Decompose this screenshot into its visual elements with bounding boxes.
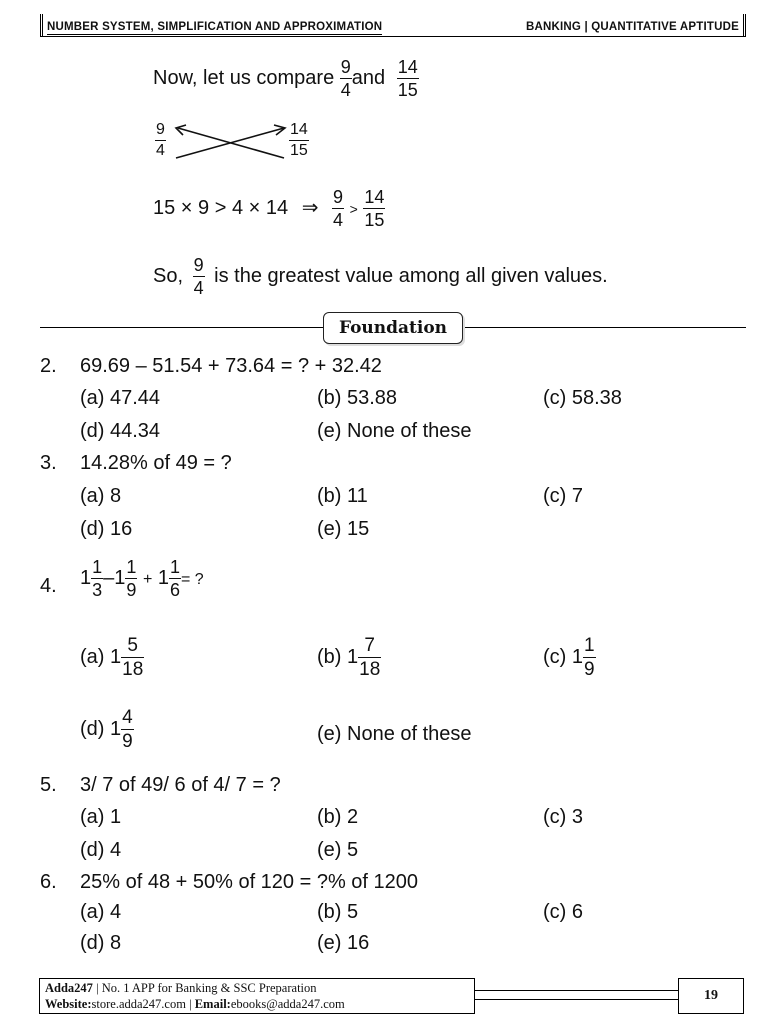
option-c: (c) 3 <box>543 806 583 828</box>
question-expression: 1 $\frac{1}{3}$ –1 $\frac{1}{9}$ + 1 $\frac{1}{6}$ = ? <box>80 557 204 600</box>
option-a: (a) 8 <box>80 485 122 507</box>
option-b: (b) 5 <box>317 901 359 923</box>
cross-frac-left: $\frac{9}{4}$ <box>156 121 165 159</box>
cross-product-line: 15 × 9 > 4 × 14 ⇒ $\frac{9}{4}$ > $\frac{14}{15}$ <box>153 187 385 230</box>
question-text: 69.69 – 51.54 + 73.64 = ? + 32.42 <box>80 355 382 377</box>
question-text: 14.28% of 49 = ? <box>80 452 232 474</box>
option-e: (e) 15 <box>317 518 370 540</box>
option-c: (c) 7 <box>543 485 583 507</box>
question-text: 3/ 7 of 49/ 6 of 4/ 7 = ? <box>80 774 281 796</box>
footer-connector <box>475 999 678 1000</box>
option-b: (b) 53.88 <box>317 387 398 409</box>
option-a: (a) 4 <box>80 901 122 923</box>
option-b: (b) 1 $\frac{7}{18}$ <box>317 635 381 680</box>
option-e: (e) None of these <box>317 420 472 442</box>
page-number: 19 <box>678 978 744 1014</box>
option-a: (a) 47.44 <box>80 387 161 409</box>
book-title: BANKING | QUANTITATIVE APTITUDE <box>526 14 746 36</box>
option-d: (d) 4 <box>80 839 122 861</box>
section-label: Foundation <box>323 312 463 344</box>
footer-info: Adda247 | No. 1 APP for Banking & SSC Preparation Website:store.adda247.com | Email:ebooks@adda247.com <box>39 978 475 1014</box>
option-c: (c) 1 $\frac{1}{9}$ <box>543 635 595 680</box>
question-number: 6. <box>40 871 57 893</box>
footer-tagline: | No. 1 APP for Banking & SSC Preparation <box>92 981 317 995</box>
compare-line: Now, let us compare $\frac{9}{4}$ and $\frac{14}{15}$ <box>153 57 418 100</box>
footer-email[interactable]: ebooks@adda247.com <box>230 997 345 1011</box>
question-text: 25% of 48 + 50% of 120 = ?% of 1200 <box>80 871 419 893</box>
option-d: (d) 16 <box>80 518 133 540</box>
option-d: (d) 8 <box>80 932 122 954</box>
question-number: 5. <box>40 774 57 796</box>
option-d: (d) 1 $\frac{4}{9}$ <box>80 707 133 752</box>
option-b: (b) 2 <box>317 806 359 828</box>
option-e: (e) 5 <box>317 839 359 861</box>
question-number: 4. <box>40 575 57 597</box>
cross-frac-right: $\frac{14}{15}$ <box>290 121 308 159</box>
question-number: 3. <box>40 452 57 474</box>
footer-brand: Adda247 <box>45 981 93 995</box>
option-e: (e) None of these <box>317 723 472 745</box>
option-a: (a) 1 <box>80 806 122 828</box>
conclusion-line: So, $\frac{9}{4}$ is the greatest value among all given values. <box>153 255 608 298</box>
option-e: (e) 16 <box>317 932 370 954</box>
option-b: (b) 11 <box>317 485 368 507</box>
cross-arrows <box>172 122 290 166</box>
header-rule <box>40 36 746 37</box>
footer-website[interactable]: store.adda247.com <box>91 997 186 1011</box>
option-c: (c) 58.38 <box>543 387 622 409</box>
chapter-title: NUMBER SYSTEM, SIMPLIFICATION AND APPROXIMATION <box>40 14 382 36</box>
option-a: (a) 1 $\frac{5}{18}$ <box>80 635 144 680</box>
option-c: (c) 6 <box>543 901 583 923</box>
option-d: (d) 44.34 <box>80 420 161 442</box>
question-number: 2. <box>40 355 57 377</box>
footer-connector <box>475 990 678 991</box>
